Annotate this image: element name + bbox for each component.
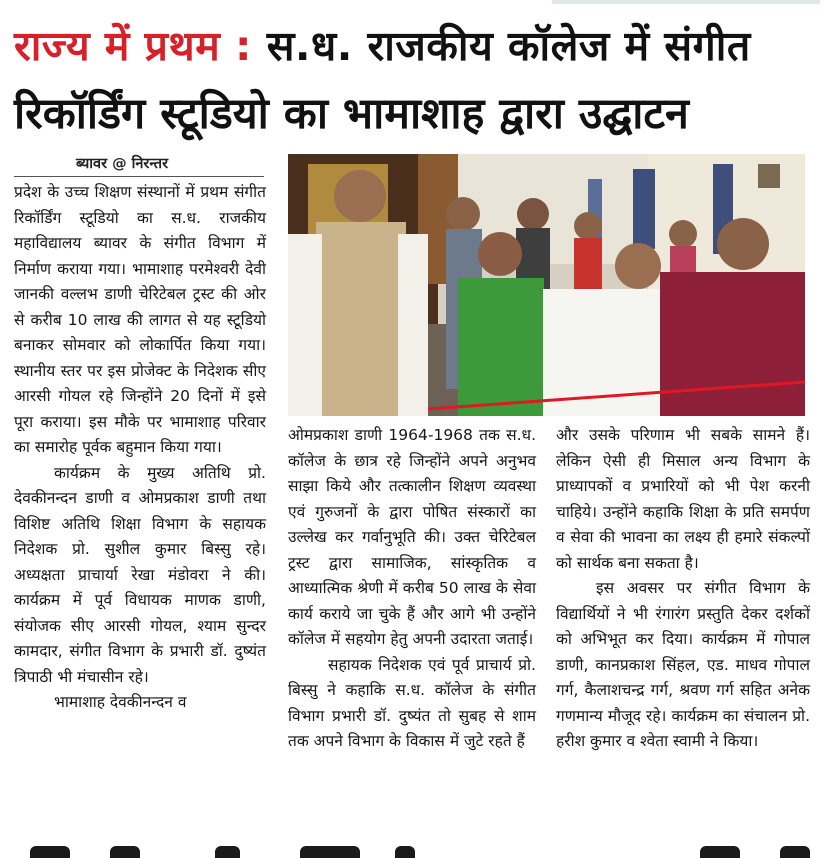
article-paragraph: प्रदेश के उच्च शिक्षण संस्थानों में प्रथम संगीत रिकॉर्डिंग स्टूडियो का स.ध. राजकीय महाविद्यालय ब्यावर के संगीत विभाग में निर्माण कराया गया। भामाशाह परमेश्वरी देवी जानकी वल्लभ डाणी चेरिटेबल ट्रस्ट की ओर से करीब 10 लाख की लागत से यह स्टूडियो बनाकर सोमवार को लोकार्पित किया गया। स्थानीय स्तर पर इस प्रोजेक्ट के निदेशक सीए आरसी गोयल रहे जिन्होंने 20 दिनों में इसे पूरा कराया। इस मौके पर भामाशाह परिवार का समारोह पूर्वक बहुमान किया गया। (14, 183, 266, 456)
cropped-glyph (395, 846, 415, 858)
article-paragraph: इस अवसर पर संगीत विभाग के विद्यार्थियों ने भी रंगारंग प्रस्तुति देकर दर्शकों को अभिभूत कर दिया। कार्यक्रम में गोपाल डाणी, कानप्रकाश सिंहल, एड. माधव गोपाल गर्ग, कैलाशचन्द्र गर्ग, श्रवण गर्ग सहित अनेक गणमान्य मौजूद रहे। कार्यक्रम का संचालन प्रो. हरीश कुमार व श्वेता स्वामी ने किया। (556, 579, 810, 750)
article-column-3 (556, 423, 810, 755)
headline-kicker: राज्य में प्रथम : (14, 22, 252, 70)
event-photo-illustration (288, 154, 805, 416)
top-cropped-strip (0, 0, 828, 8)
article-paragraph: और उसके परिणाम भी सबके सामने हैं। लेकिन ऐसी ही मिसाल अन्य विभाग के प्राध्यापकों व प्रभारियों को भी पेश करनी चाहिये। उन्होंने कहाकि शिक्षा के प्रति समर्पण व सेवा की भावना का लक्ष्य ही हमारे संकल्पों को सार्थक बना सकता है। (556, 426, 810, 572)
cropped-glyph (700, 846, 740, 858)
event-photo (288, 154, 805, 416)
article-paragraph: सहायक निदेशक एवं पूर्व प्राचार्य प्रो. बिस्सु ने कहाकि स.ध. कॉलेज के संगीत विभाग प्रभारी डॉ. दुष्यंत तो सुबह से शाम तक अपने विभाग के विकास में जुटे रहते हैं (288, 655, 536, 750)
cropped-glyph (780, 846, 810, 858)
cropped-header-bar (552, 0, 820, 4)
cropped-glyph (300, 846, 360, 858)
headline-line-2: रिकॉर्डिंग स्टूडियो का भामाशाह द्वारा उद्घाटन (14, 89, 689, 139)
cropped-glyph (110, 846, 140, 858)
article-column-1 (14, 180, 266, 716)
article-paragraph: ओमप्रकाश डाणी 1964-1968 तक स.ध. कॉलेज के छात्र रहे जिन्होंने अपने अनुभव साझा किये और तत्कालीन शिक्षण व्यवस्था एवं गुरुजनों के द्वारा पोषित संस्कारों का उल्लेख कर गर्वानुभूति की। उक्त चेरिटेबल ट्रस्ट द्वारा सामाजिक, सांस्कृतिक व आध्यात्मिक श्रेणी में करीब 50 लाख के सेवा कार्य कराये जा चुके हैं और आगे भी उन्होंने कॉलेज में सहयोग हेतु अपनी उदारता जताई। (288, 426, 536, 648)
headline-line-1 (14, 12, 814, 80)
headline (14, 12, 814, 148)
cropped-glyph (215, 846, 240, 858)
article-paragraph: भामाशाह देवकीनन्दन व (54, 693, 187, 711)
cropped-glyph (30, 846, 70, 858)
byline: ब्यावर @ निरन्तर (76, 156, 169, 172)
cropped-next-headline (0, 843, 828, 858)
article-paragraph: कार्यक्रम के मुख्य अतिथि प्रो. देवकीनन्दन डाणी व ओमप्रकाश डाणी तथा विशिष्ट अतिथि शिक्षा विभाग के सहायक निदेशक प्रो. सुशील कुमार बिस्सु रहे। अध्यक्षता प्राचार्या रेखा मंडोवरा ने की। कार्यक्रम में पूर्व विधायक माणक डाणी, संयोजक सीए आरसी गोयल, श्याम सुन्दर कामदार, संगीत विभाग के प्रभारी डॉ. दुष्यंत त्रिपाठी भी मंचासीन रहे। (14, 463, 266, 686)
byline-rule (14, 176, 264, 177)
headline-line-1-text: स.ध. राजकीय कॉलेज में संगीत (266, 22, 751, 70)
article-column-2 (288, 423, 536, 755)
